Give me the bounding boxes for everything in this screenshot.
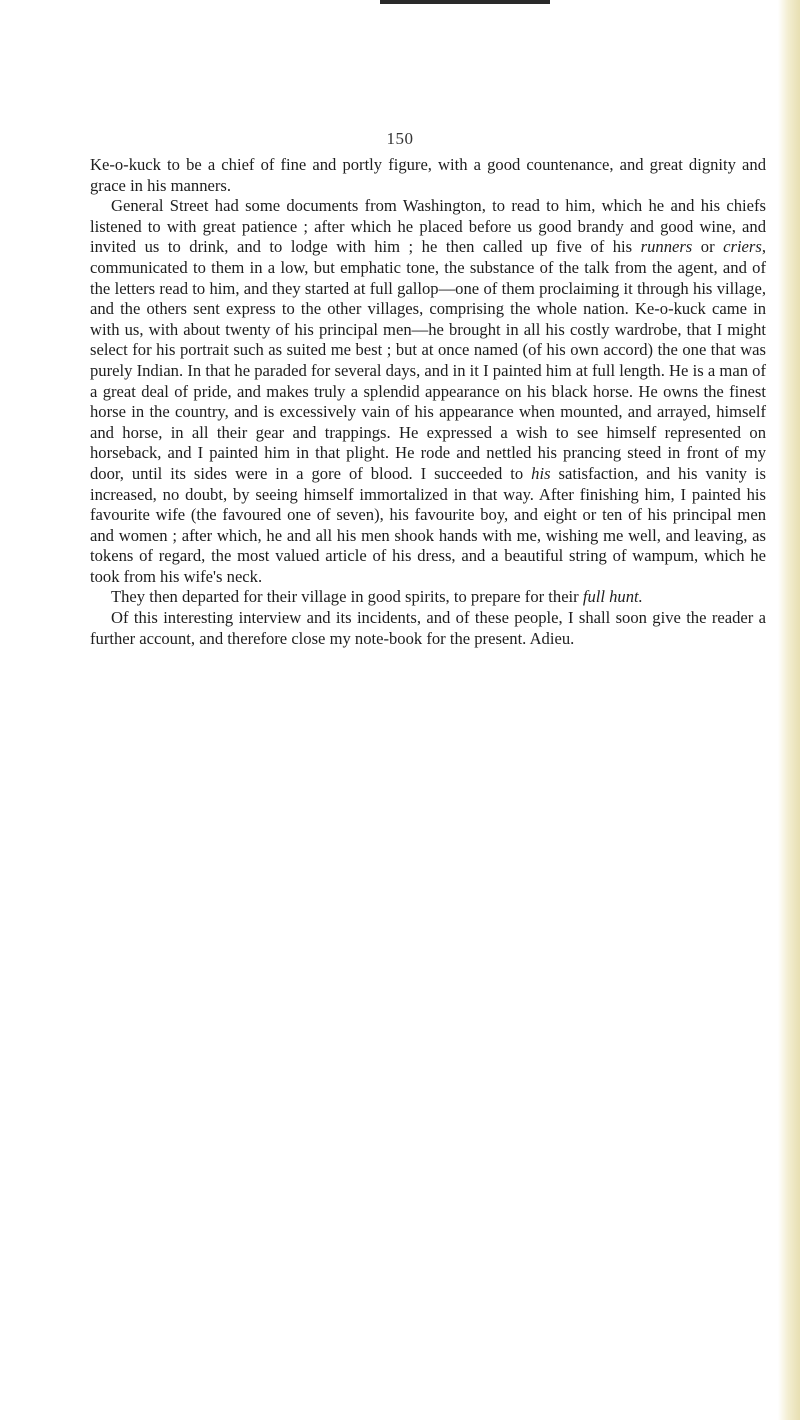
text-run: They then departed for their village in good spirits, to prepare for their [111, 587, 583, 607]
paragraph [90, 155, 766, 196]
paragraph [90, 608, 766, 649]
italic-text: criers [723, 237, 762, 257]
text-run: Ke-o-kuck to be a chief of fine and portly figure, with a good countenance, and great dignity and grace in his manners. [90, 155, 766, 195]
italic-text: his [531, 463, 551, 483]
page-edge-shading [778, 0, 800, 1420]
paragraph [90, 196, 766, 587]
italic-text: runners [640, 237, 693, 257]
text-run: , communicated to them in a low, but emphatic tone, the substance of the talk from the agent, and of the letters read to him, and they started at full gallop—one of them proclaiming it through his village, and the others sent express to the other villages, comprising the whole nation. Ke-o-kuck came in with us, with about twenty of his principal men—he brought in all his costly wardrobe, that I might select for his portrait such as suited me best ; but at once named (of his own accord) the one that was purely Indian. In that he paraded for several days, and in it I painted him at full length. He is a man of a great deal of pride, and makes truly a splendid appearance on his black horse. He owns the finest horse in the country, and is excessively vain of his appearance when mounted, and arrayed, himself and horse, in all their gear and trappings. He expressed a wish to see himself represented on horseback, and I painted him in that plight. He rode and nettled his prancing steed in front of my door, until its sides were in a gore of blood. I succeeded to [90, 237, 766, 483]
page-number: 150 [386, 129, 414, 148]
paragraph [90, 587, 766, 608]
text-run: satisfaction, and his vanity is increased, no doubt, by seeing himself immortalized in that way. After finishing him, I painted his favourite wife (the favoured one of seven), his favourite boy, and eight or ten of his principal men and women ; after which, he and all his men shook hands with me, wishing me well, and leaving, as tokens of regard, the most valued article of his dress, and a beautiful string of wampum, which he took from his wife's neck. [90, 463, 766, 586]
top-edge-rule [380, 0, 550, 4]
text-run: Of this interesting interview and its incidents, and of these people, I shall soon give the reader a further account, and therefore close my note-book for the present. Adieu. [90, 608, 766, 648]
text-run: General Street had some documents from Washington, to read to him, which he and his chiefs listened to with great patience ; after which he placed before us good brandy and good wine, and invited us to drink, and to lodge with him ; he then called up five of his [90, 196, 766, 257]
italic-text: full hunt. [582, 587, 643, 607]
text-run: or [692, 237, 724, 257]
body-text [90, 155, 766, 649]
